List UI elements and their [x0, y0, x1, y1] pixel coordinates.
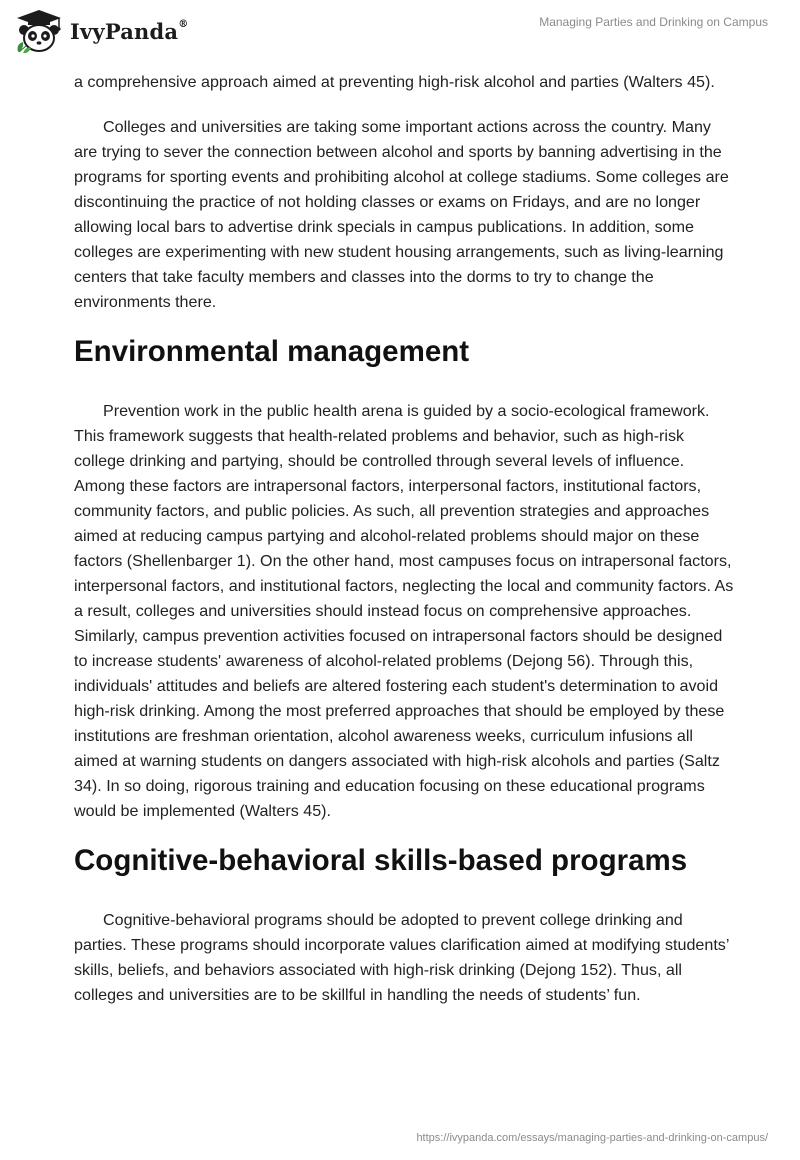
paragraph-campus-actions: Colleges and universities are taking some important actions across the country. Many are trying to sever the connection between alcohol and sports by banning advertising in the programs for sporting events and prohibiting alcohol at college stadiums. Some colleges are discontinuing the practice of not holding classes or exams on Fridays, and are no longer allowing local bars to advertise drink specials in campus publications. In addition, some colleges are experimenting with new student housing arrangements, such as living-learning centers that take faculty members and classes into the dorms to try to change the environments there.: [74, 118, 729, 311]
document-title: Managing Parties and Drinking on Campus: [539, 15, 768, 29]
essay-body: [74, 70, 734, 1008]
brand-name: IvyPanda: [70, 18, 179, 44]
logo-wordmark: [70, 19, 188, 44]
source-url[interactable]: https://ivypanda.com/essays/managing-parties-and-drinking-on-campus/: [416, 1132, 768, 1144]
paragraph-environmental: Prevention work in the public health arena is guided by a socio-ecological framework. This framework suggests that health-related problems and behavior, such as high-risk college drinking and partying, should be controlled through several levels of influence. Among these factors are intrapersonal factors, interpersonal factors, institutional factors, community factors, and public policies. As such, all prevention strategies and approaches aimed at reducing campus partying and alcohol-related problems should major on these factors (Shellenbarger 1). On the other hand, most campuses focus on intrapersonal factors, interpersonal factors, and institutional factors, neglecting the local and community factors. As a result, colleges and universities should instead focus on comprehensive approaches. Similarly, campus prevention activities focused on intrapersonal factors should be designed to increase students' awareness of alcohol-related problems (Dejong 56). Through this, individuals' attitudes and beliefs are altered fostering each student's determination to avoid high-risk drinking. Among the most preferred approaches that should be employed by these institutions are freshman orientation, alcohol awareness weeks, curriculum infusions all aimed at warning students on dangers associated with high-risk alcohols and parties (Saltz 34). In so doing, rigorous training and education focusing on these educational programs would be implemented (Walters 45).: [74, 402, 734, 820]
panda-graduate-icon: [14, 8, 64, 54]
registered-mark: ®: [178, 18, 189, 30]
page-header: [0, 0, 800, 60]
section-heading-cognitive: Cognitive-behavioral skills-based programs: [74, 844, 688, 877]
paragraph-continued: a comprehensive approach aimed at preventing high-risk alcohol and parties (Walters 45).: [74, 73, 715, 91]
paragraph-cognitive: Cognitive-behavioral programs should be adopted to prevent college drinking and parties. These programs should incorporate values clarification aimed at modifying students’ skills, beliefs, and behaviors associated with high-risk drinking (Dejong 152). Thus, all colleges and universities are to be skillful in handling the needs of students’ fun.: [74, 911, 729, 1004]
section-heading-environmental: Environmental management: [74, 335, 470, 368]
ivypanda-logo[interactable]: [14, 6, 188, 56]
